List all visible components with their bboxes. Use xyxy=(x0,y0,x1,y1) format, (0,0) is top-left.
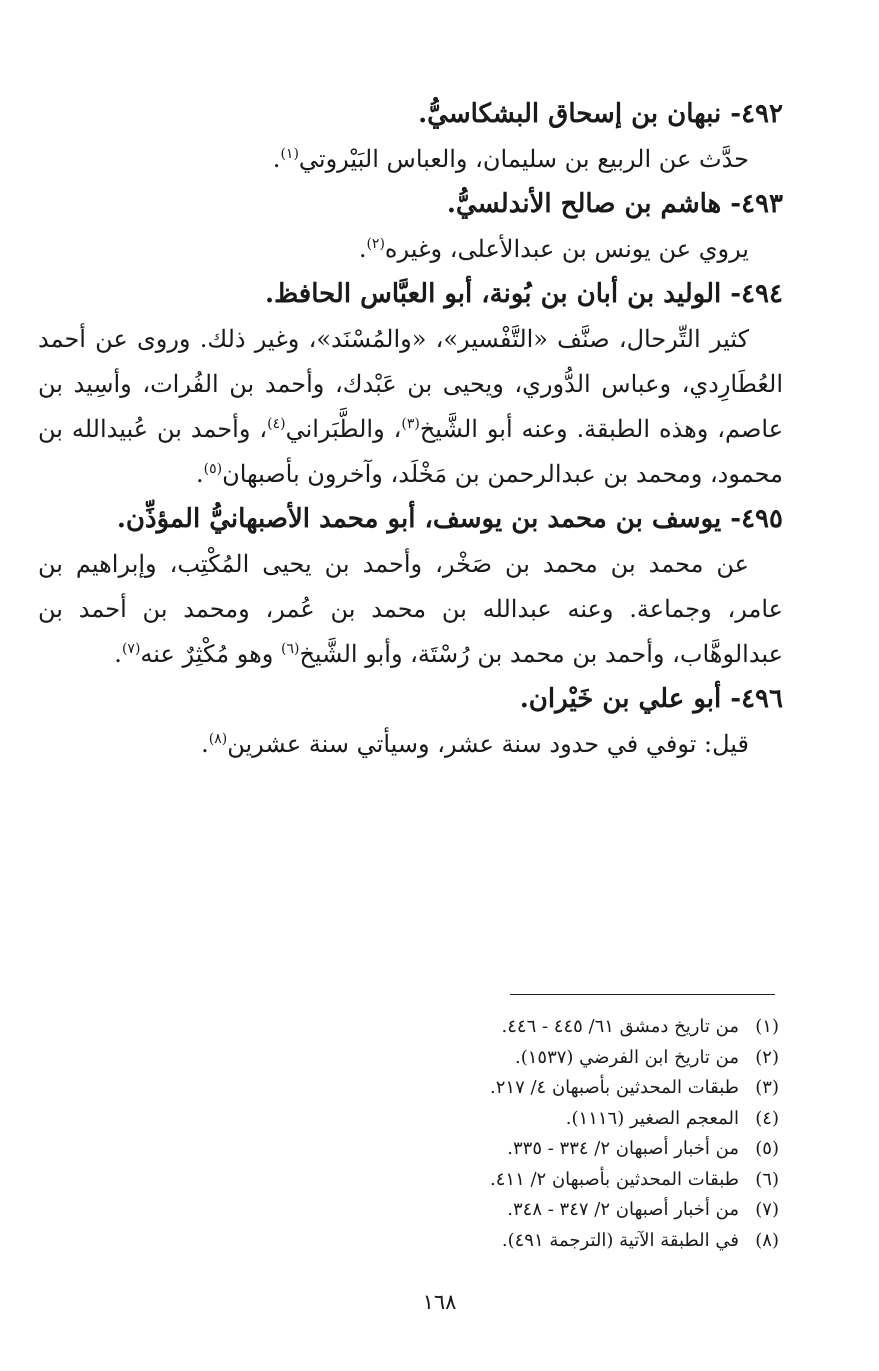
footnote-number: (١) xyxy=(755,1016,779,1037)
entry-text: ، وأحمد بن عُبيدالله بن محمود، ومحمد بن عبدالرحمن بن مَخْلَد، وآخرون بأصبهان xyxy=(38,415,783,488)
footnote-item xyxy=(419,1195,779,1226)
footnote-item xyxy=(419,1012,779,1043)
footnote-text: من تاريخ ابن الفرضي (١٥٣٧). xyxy=(514,1046,739,1068)
footnote-ref[interactable]: (٣) xyxy=(401,416,420,432)
footnote-item xyxy=(419,1043,779,1074)
entry-text: وهو مُكْثِرٌ عنه xyxy=(140,640,281,668)
footnote-ref[interactable]: (٥) xyxy=(203,461,223,477)
entry-heading-496: ٤٩٦- أبو علي بن خَيْران. xyxy=(519,684,783,714)
footnote-number: (٥) xyxy=(755,1138,779,1159)
footnote-text: من تاريخ دمشق ٦١/ ٤٤٥ - ٤٤٦. xyxy=(501,1016,739,1037)
footnote-ref[interactable]: (٧) xyxy=(121,641,141,657)
main-text xyxy=(38,92,783,767)
footnote-number: (٢) xyxy=(755,1046,779,1068)
footnote-item xyxy=(419,1073,779,1104)
entry-body-495 xyxy=(38,542,783,677)
footnote-text: طبقات المحدثين بأصبهان ٤/ ٢١٧. xyxy=(490,1077,739,1098)
footnote-ref[interactable]: (٤) xyxy=(267,416,286,432)
entry-body-496 xyxy=(38,722,783,767)
entry-text: ، والطَّبَراني xyxy=(285,415,402,443)
entry-text: قيل: توفي في حدود سنة عشر، وسيأتي سنة عشرين xyxy=(227,730,749,758)
footnote-text: من أخبار أصبهان ٢/ ٣٤٧ - ٣٤٨. xyxy=(507,1199,739,1220)
entry-heading-492: ٤٩٢- نبهان بن إسحاق البشكاسيُّ. xyxy=(418,99,783,129)
period: . xyxy=(114,640,122,668)
entry-heading-493: ٤٩٣- هاشم بن صالح الأندلسيُّ. xyxy=(446,189,783,219)
footnote-number: (٤) xyxy=(755,1107,779,1129)
footnote-text: طبقات المحدثين بأصبهان ٢/ ٤١١. xyxy=(490,1168,739,1190)
footnote-number: (٨) xyxy=(755,1229,779,1251)
entry-text: حدَّث عن الربيع بن سليمان، والعباس البَيْروتي xyxy=(298,145,749,173)
period: . xyxy=(358,235,367,263)
footnote-item xyxy=(419,1165,779,1196)
footnote-text: في الطبقة الآتية (الترجمة ٤٩١). xyxy=(501,1229,739,1251)
footnote-item xyxy=(419,1226,779,1257)
entry-heading-494: ٤٩٤- الوليد بن أبان بن بُونة، أبو العبَّاس الحافظ. xyxy=(265,279,783,309)
footnote-number: (٧) xyxy=(755,1199,779,1220)
entry-text: عن محمد بن محمد بن صَخْر، وأحمد بن يحيى المُكْتِب، وإبراهيم بن عامر، وجماعة. وعنه عبدالله بن محمد بن عُمر، ومحمد بن أحمد بن عبدالوهَّاب، وأحمد بن محمد بن رُسْتَة، وأبو الشَّيخ xyxy=(38,550,783,668)
footnote-text: المعجم الصغير (١١١٦). xyxy=(565,1107,739,1129)
entry-body-492 xyxy=(38,137,783,182)
footnote-separator xyxy=(510,994,775,995)
entry-text: يروي عن يونس بن عبدالأعلى، وغيره xyxy=(384,235,749,263)
entry-body-493 xyxy=(38,227,783,272)
footnote-item xyxy=(419,1104,779,1135)
page-number: ١٦٨ xyxy=(422,1290,457,1314)
footnote-text: من أخبار أصبهان ٢/ ٣٣٤ - ٣٣٥. xyxy=(507,1138,739,1159)
footnote-ref[interactable]: (٢) xyxy=(366,236,385,252)
entry-text: كثير التِّرحال، صنَّف «التَّفْسير»، «والمُسْنَد»، وغير ذلك. وروى عن أحمد العُطَارِدي، وعباس الدُّوري، ويحيى بن عَبْدك، وأحمد بن الفُرات، وأسِيد بن عاصم، وهذه الطبقة. وعنه أبو الشَّيخ xyxy=(38,325,784,443)
period: . xyxy=(195,460,204,488)
footnote-item xyxy=(419,1134,779,1165)
period: . xyxy=(272,145,281,173)
footnotes xyxy=(419,1012,779,1256)
entry-heading-495: ٤٩٥- يوسف بن محمد بن يوسف، أبو محمد الأصبهانيُّ المؤذِّن. xyxy=(116,504,783,534)
footnote-number: (٣) xyxy=(755,1077,779,1098)
period: . xyxy=(201,730,209,758)
footnote-number: (٦) xyxy=(755,1168,779,1190)
entry-body-494 xyxy=(38,317,783,497)
footnote-ref[interactable]: (٨) xyxy=(208,731,228,747)
footnote-ref[interactable]: (١) xyxy=(280,146,299,162)
footnote-ref[interactable]: (٦) xyxy=(280,641,300,657)
